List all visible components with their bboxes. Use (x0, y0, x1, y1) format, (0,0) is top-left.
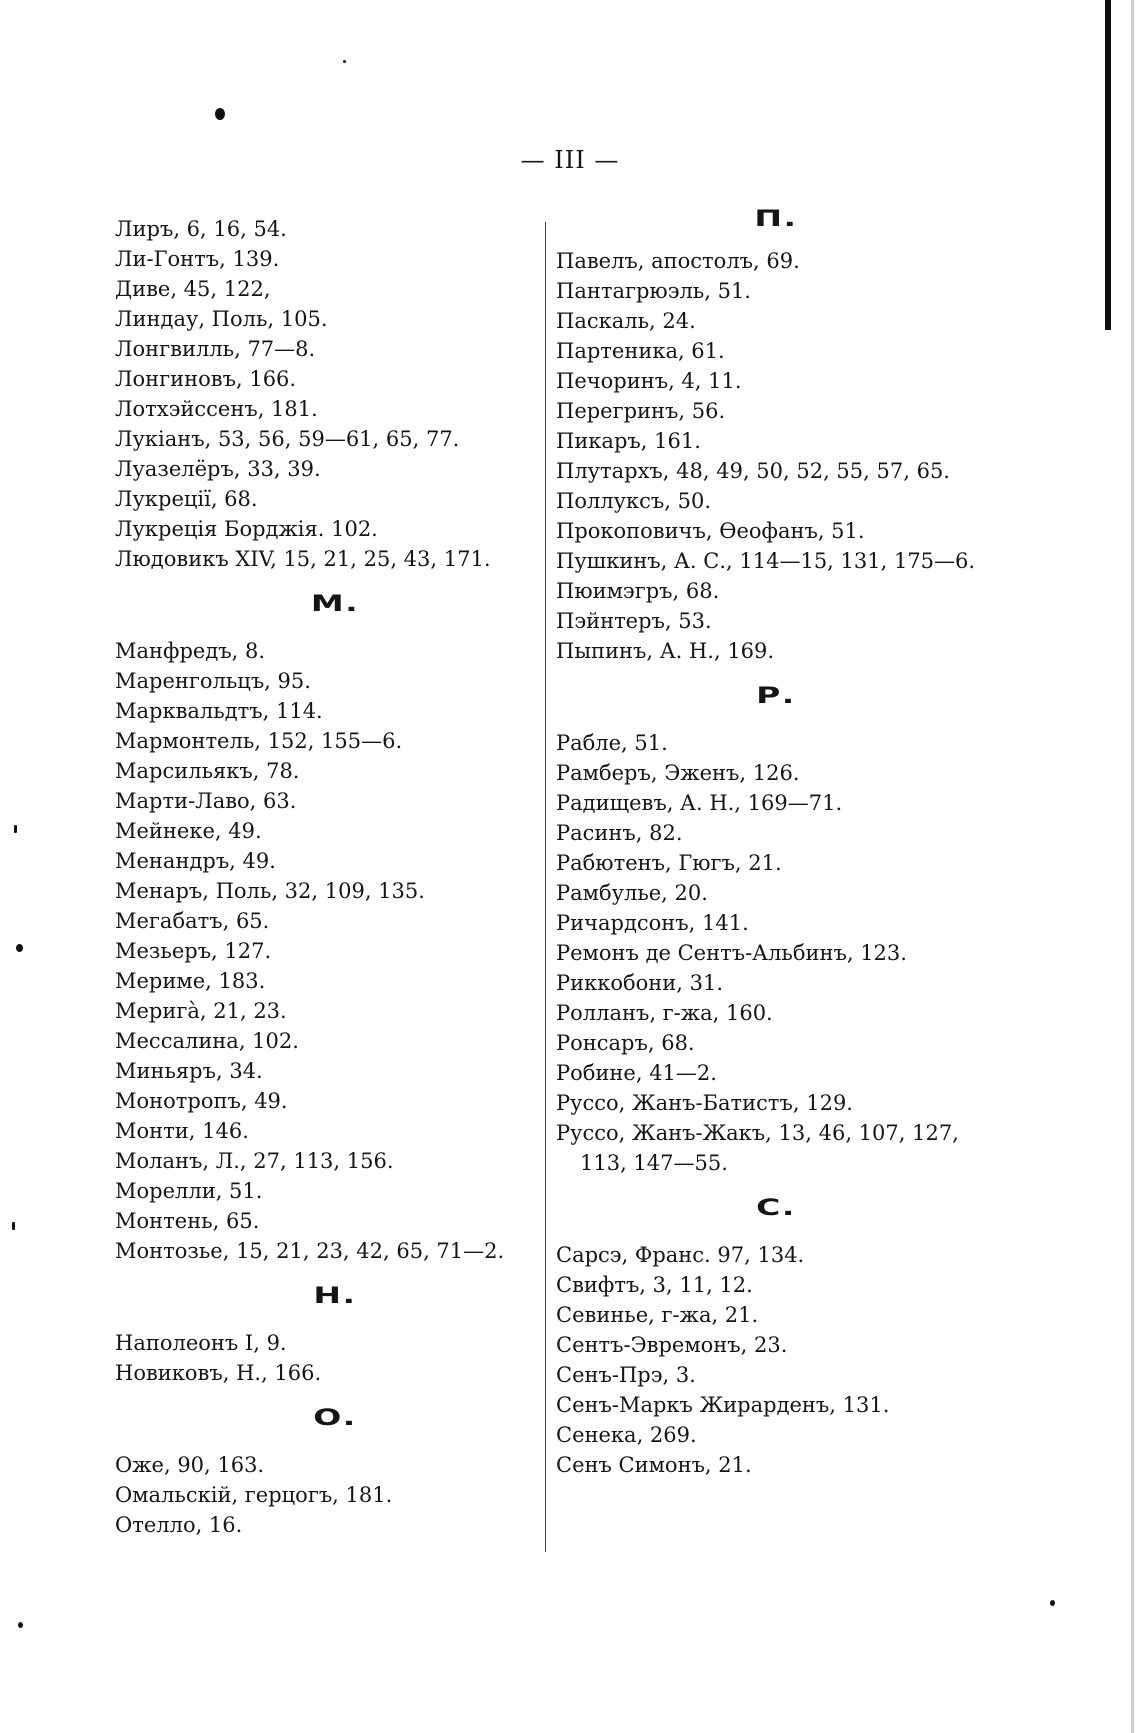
index-entry: Пыпинъ, А. Н., 169. (556, 639, 775, 663)
index-entry: Диве, 45, 122, (115, 277, 271, 301)
entry-group-M (115, 636, 555, 1266)
index-entry: Риккобони, 31. (556, 971, 724, 995)
section-heading-s: С. (756, 1196, 796, 1221)
index-entry: Оже, 90, 163. (115, 1453, 265, 1477)
page-edge-shadow (1131, 0, 1134, 1733)
index-entry: Ролланъ, г-жа, 160. (556, 1001, 773, 1025)
index-entry: Павелъ, апостолъ, 69. (556, 249, 800, 273)
right-column (556, 207, 996, 1480)
ink-speck (343, 60, 346, 63)
index-entry: Мейнеке, 49. (115, 819, 262, 843)
index-entry: Людовикъ XIV, 15, 21, 25, 43, 171. (115, 547, 491, 571)
index-entry: Сарсэ, Франс. 97, 134. (556, 1243, 805, 1267)
index-entry: Партеника, 61. (556, 339, 725, 363)
index-entry: Руссо, Жанъ-Батистъ, 129. (556, 1091, 853, 1115)
index-entry: Руссо, Жанъ-Жакъ, 13, 46, 107, 127, (556, 1121, 959, 1145)
ink-speck (14, 825, 17, 833)
index-entry: Лонгиновъ, 166. (115, 367, 297, 391)
index-entry: Монотропъ, 49. (115, 1089, 288, 1113)
index-entry: Лиръ, 6, 16, 54. (115, 217, 287, 241)
entry-group-P (556, 246, 996, 666)
index-entry: Марквальдтъ, 114. (115, 699, 323, 723)
index-entry: Мармонтель, 152, 155—6. (115, 729, 403, 753)
index-entry: Ли-Гонтъ, 139. (115, 247, 280, 271)
index-entry: Лукіанъ, 53, 56, 59—61, 65, 77. (115, 427, 460, 451)
index-entry-continuation: 113, 147—55. (580, 1151, 728, 1175)
ink-speck (215, 108, 225, 120)
section-heading-r: Р. (756, 684, 796, 709)
section-heading-p: П. (754, 207, 798, 232)
index-entry: Радищевъ, А. Н., 169—71. (556, 791, 843, 815)
index-entry: Севинье, г-жа, 21. (556, 1303, 759, 1327)
entry-group-N (115, 1328, 555, 1388)
index-entry: Сенъ-Прэ, 3. (556, 1363, 696, 1387)
ink-speck (16, 944, 23, 952)
entry-group-L (115, 214, 555, 574)
index-entry: Меригà, 21, 23. (115, 999, 287, 1023)
index-entry: Марсильякъ, 78. (115, 759, 300, 783)
index-entry: Сенъ-Маркъ Жирарденъ, 131. (556, 1393, 890, 1417)
index-entry: Сентъ-Эвремонъ, 23. (556, 1333, 788, 1357)
index-entry: Новиковъ, Н., 166. (115, 1361, 322, 1385)
index-entry: Моланъ, Л., 27, 113, 156. (115, 1149, 394, 1173)
index-entry: Монтозье, 15, 21, 23, 42, 65, 71—2. (115, 1239, 505, 1263)
index-entry: Монтень, 65. (115, 1209, 260, 1233)
index-entry: Перегринъ, 56. (556, 399, 726, 423)
page-number: — III — (520, 146, 620, 174)
section-heading-o: О. (313, 1406, 357, 1431)
index-entry: Монти, 146. (115, 1119, 249, 1143)
index-entry: Ремонъ де Сентъ-Альбинъ, 123. (556, 941, 907, 965)
section-heading-n: Н. (313, 1284, 357, 1309)
index-entry: Расинъ, 82. (556, 821, 683, 845)
entry-group-S (556, 1240, 996, 1480)
index-entry: Манфредъ, 8. (115, 639, 266, 663)
index-entry: Мессалина, 102. (115, 1029, 299, 1053)
index-entry: Мезьеръ, 127. (115, 939, 272, 963)
index-entry: Морелли, 51. (115, 1179, 263, 1203)
index-entry: Лотхэйссенъ, 181. (115, 397, 318, 421)
index-entry: Робине, 41—2. (556, 1061, 717, 1085)
index-entry: Лонгвилль, 77—8. (115, 337, 316, 361)
index-entry: Лукреції, 68. (115, 487, 258, 511)
index-entry: Поллуксъ, 50. (556, 489, 711, 513)
index-entry: Миньяръ, 34. (115, 1059, 263, 1083)
index-entry: Прокоповичъ, Өеофанъ, 51. (556, 519, 865, 543)
index-entry: Мериме, 183. (115, 969, 266, 993)
section-heading-m: М. (310, 592, 360, 617)
index-entry: Линдау, Поль, 105. (115, 307, 328, 331)
index-entry: Сенъ Симонъ, 21. (556, 1453, 752, 1477)
ink-speck (12, 1222, 15, 1230)
index-entry: Свифтъ, 3, 11, 12. (556, 1273, 753, 1297)
entry-group-R (556, 728, 996, 1178)
index-entry: Пушкинъ, А. С., 114—15, 131, 175—6. (556, 549, 976, 573)
index-entry: Пэйнтеръ, 53. (556, 609, 712, 633)
index-entry: Менандръ, 49. (115, 849, 276, 873)
index-entry: Пантагрюэль, 51. (556, 279, 751, 303)
index-entry: Рабле, 51. (556, 731, 668, 755)
index-entry: Рамбулье, 20. (556, 881, 708, 905)
index-entry: Мегабатъ, 65. (115, 909, 270, 933)
ink-speck (18, 1622, 23, 1628)
index-entry: Рабютенъ, Гюгъ, 21. (556, 851, 782, 875)
left-column (115, 214, 555, 1540)
index-entry: Луазелёръ, 33, 39. (115, 457, 321, 481)
index-entry: Менаръ, Поль, 32, 109, 135. (115, 879, 425, 903)
index-entry: Пикаръ, 161. (556, 429, 701, 453)
index-entry: Маренгольцъ, 95. (115, 669, 311, 693)
entry-group-O (115, 1450, 555, 1540)
index-entry: Ронсаръ, 68. (556, 1031, 695, 1055)
index-entry: Печоринъ, 4, 11. (556, 369, 742, 393)
index-entry: Омальскій, герцогъ, 181. (115, 1483, 393, 1507)
index-entry: Лукреція Борджія. 102. (115, 517, 378, 541)
index-entry: Паскаль, 24. (556, 309, 696, 333)
ink-speck (1050, 1600, 1055, 1606)
index-entry: Пюимэгръ, 68. (556, 579, 720, 603)
index-entry: Плутархъ, 48, 49, 50, 52, 55, 57, 65. (556, 459, 950, 483)
index-entry: Отелло, 16. (115, 1513, 243, 1537)
index-entry: Наполеонъ I, 9. (115, 1331, 287, 1355)
index-entry: Ричардсонъ, 141. (556, 911, 749, 935)
index-entry: Марти-Лаво, 63. (115, 789, 297, 813)
index-entry: Рамберъ, Эженъ, 126. (556, 761, 800, 785)
index-entry: Сенека, 269. (556, 1423, 697, 1447)
